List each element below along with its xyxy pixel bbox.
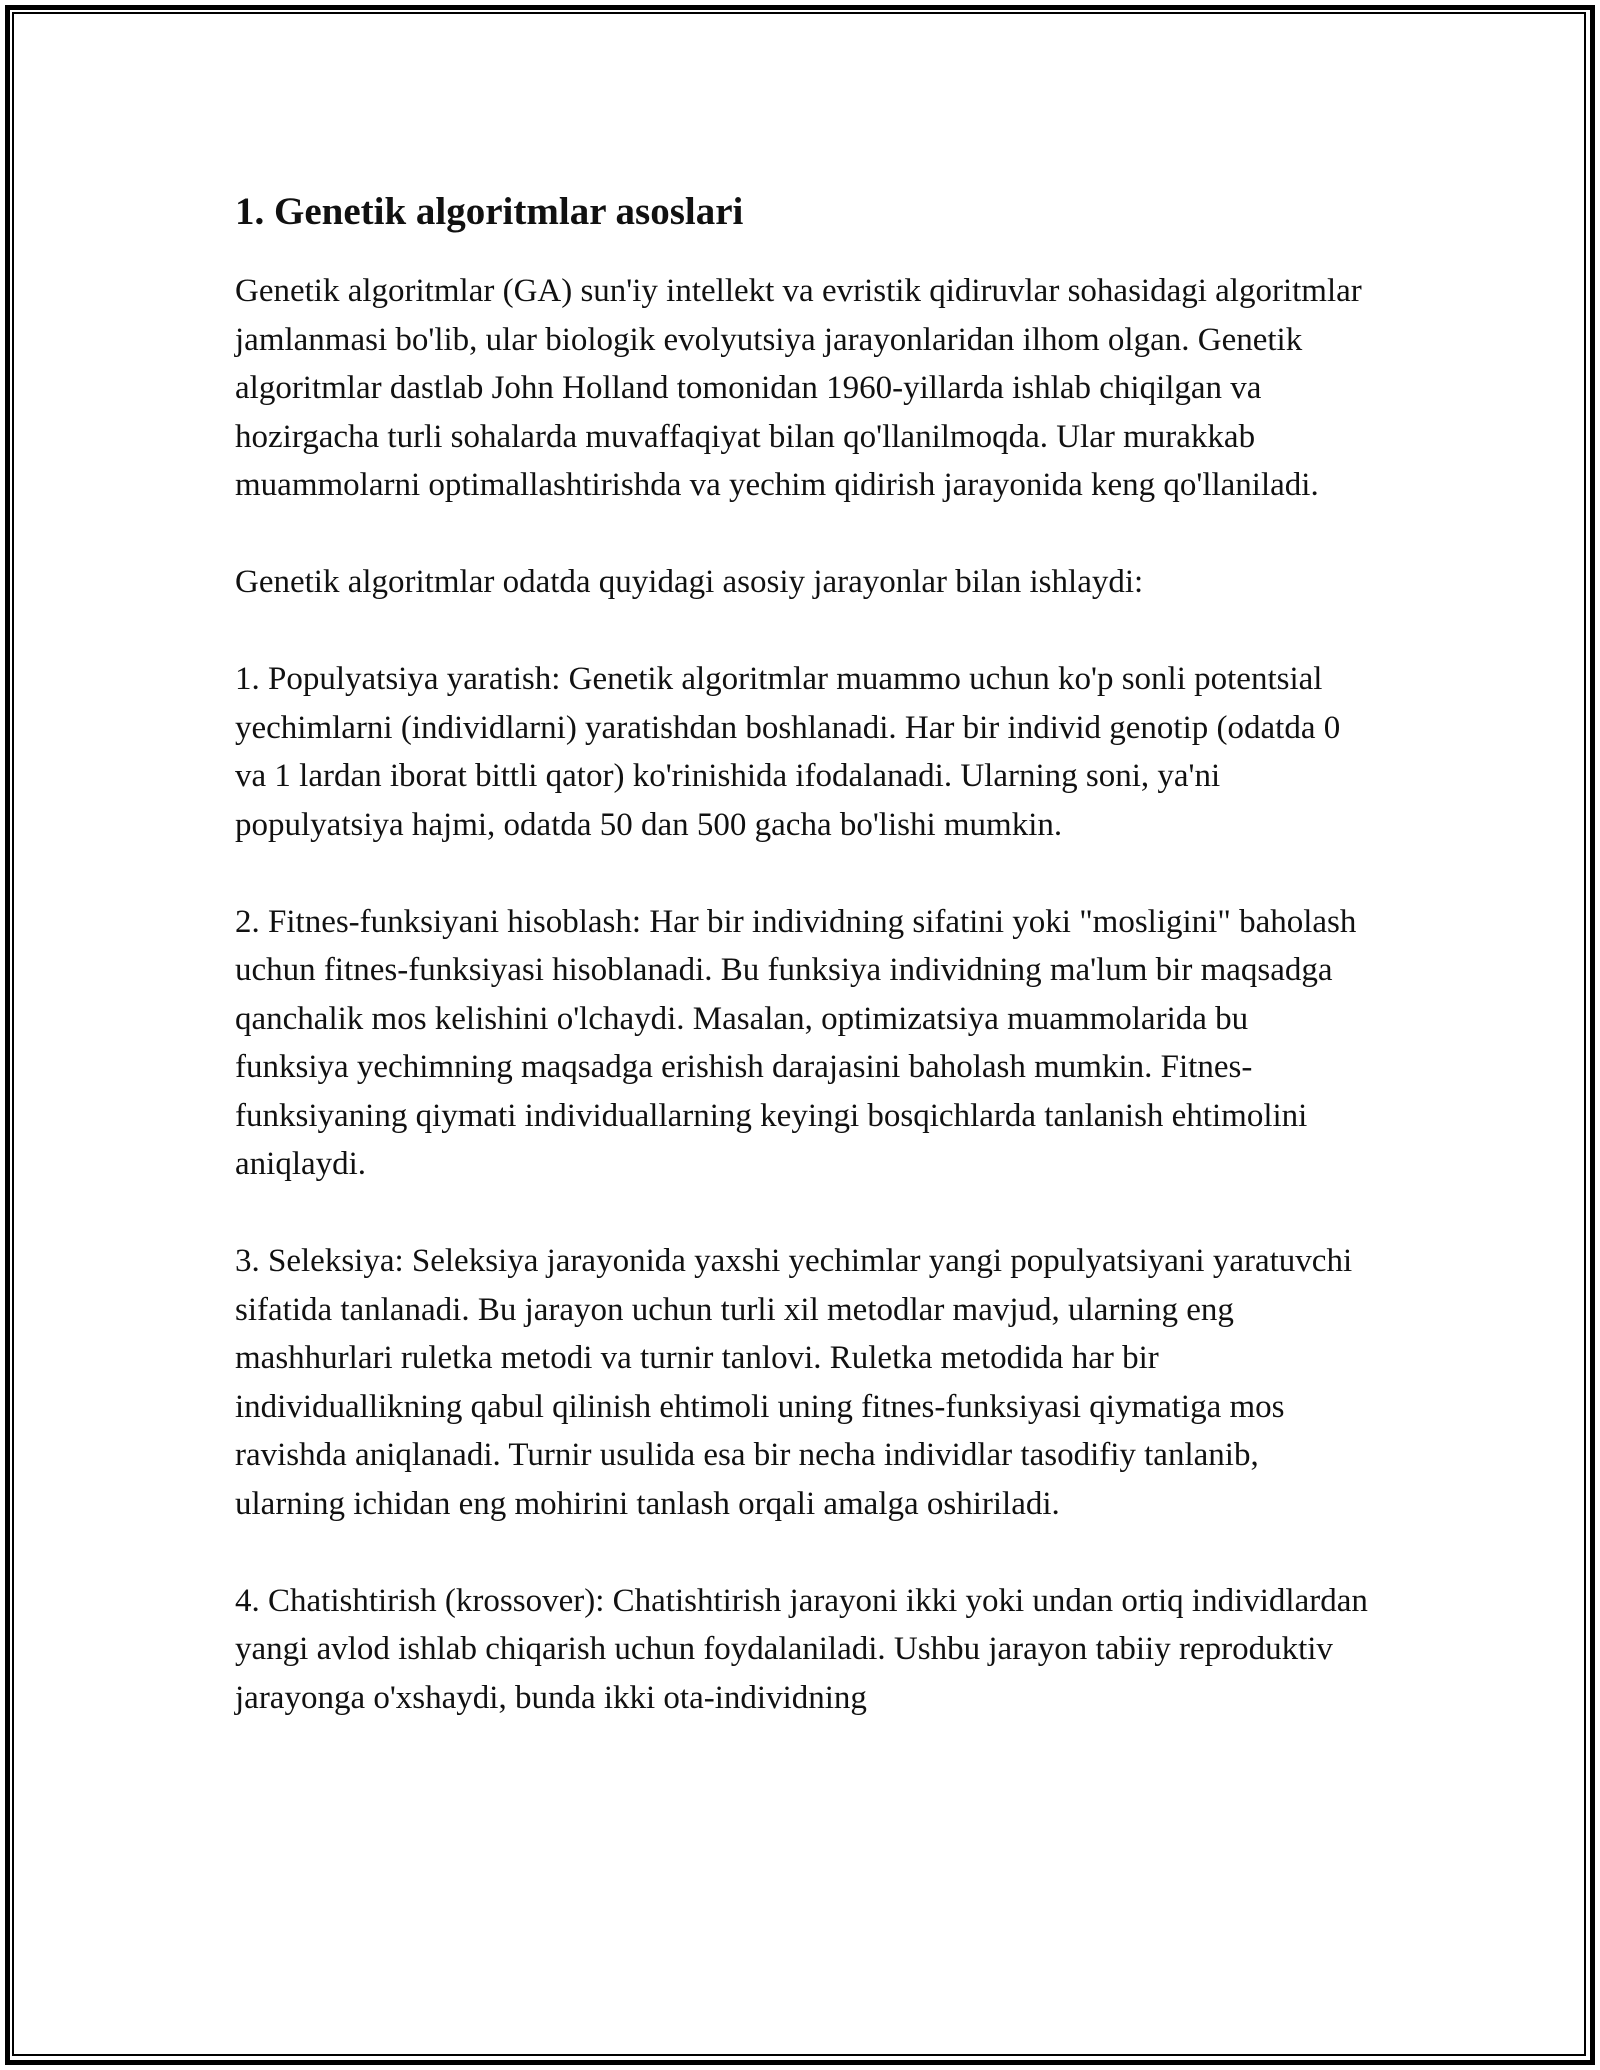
step-selection-paragraph: 3. Seleksiya: Seleksiya jarayonida yaxshi yechimlar yangi populyatsiyani yaratuvchi sifatida tanlanadi. Bu jarayon uchun turli xil metodlar mavjud, ularning eng mashhurlari ruletka metodi va turnir tanlovi. Ruletka metodida har bir individuallikning qabul qilinish ehtimoli uning fitnes-funksiyasi qiymatiga mos ravishda aniqlanadi. Turnir usulida esa bir necha individlar tasodifiy tanlanib, ularning ichidan eng mohirini tanlash orqali amalga oshiriladi. [235, 1243, 1353, 1522]
intro-paragraph: Genetik algoritmlar (GA) sun'iy intellekt va evristik qidiruvlar sohasidagi algoritmlar jamlanmasi bo'lib, ular biologik evolyutsiya jarayonlaridan ilhom olgan. Genetik algoritmlar dastlab John Holland tomonidan 1960-yillarda ishlab chiqilgan va hozirgacha turli sohalarda muvaffaqiyat bilan qo'llanilmoqda. Ular murakkab muammolarni optimallashtirishda va yechim qidirish jarayonida keng qo'llaniladi. [235, 273, 1362, 503]
process-lead-paragraph: Genetik algoritmlar odatda quyidagi asosiy jarayonlar bilan ishlaydi: [235, 564, 1144, 600]
section-title: 1. Genetik algoritmlar asoslari [235, 190, 744, 233]
step-fitness-paragraph: 2. Fitnes-funksiyani hisoblash: Har bir individning sifatini yoki "mosligini" baholash uchun fitnes-funksiyasi hisoblanadi. Bu funksiya individning ma'lum bir maqsadga qanchalik mos kelishini o'lchaydi. Masalan, optimizatsiya muammolarida bu funksiya yechimning maqsadga erishish darajasini baholash mumkin. Fitnes-funksiyaning qiymati individuallarning keyingi bosqichlarda tanlanish ehtimolini aniqlaydi. [235, 903, 1357, 1182]
step-crossover-paragraph: 4. Chatishtirish (krossover): Chatishtirish jarayoni ikki yoki undan ortiq individlardan yangi avlod ishlab chiqarish uchun foydalaniladi. Ushbu jarayon tabiiy reproduktiv jarayonga o'xshaydi, bunda ikki ota-individning [235, 1582, 1368, 1716]
document-body [235, 185, 1370, 1771]
step-population-paragraph: 1. Populyatsiya yaratish: Genetik algoritmlar muammo uchun ko'p sonli potentsial yechimlarni (individlarni) yaratishdan boshlanadi. Har bir individ genotip (odatda 0 va 1 lardan iborat bittli qator) ko'rinishida ifodalanadi. Ularning soni, ya'ni populyatsiya hajmi, odatda 50 dan 500 gacha bo'lishi mumkin. [235, 661, 1341, 843]
